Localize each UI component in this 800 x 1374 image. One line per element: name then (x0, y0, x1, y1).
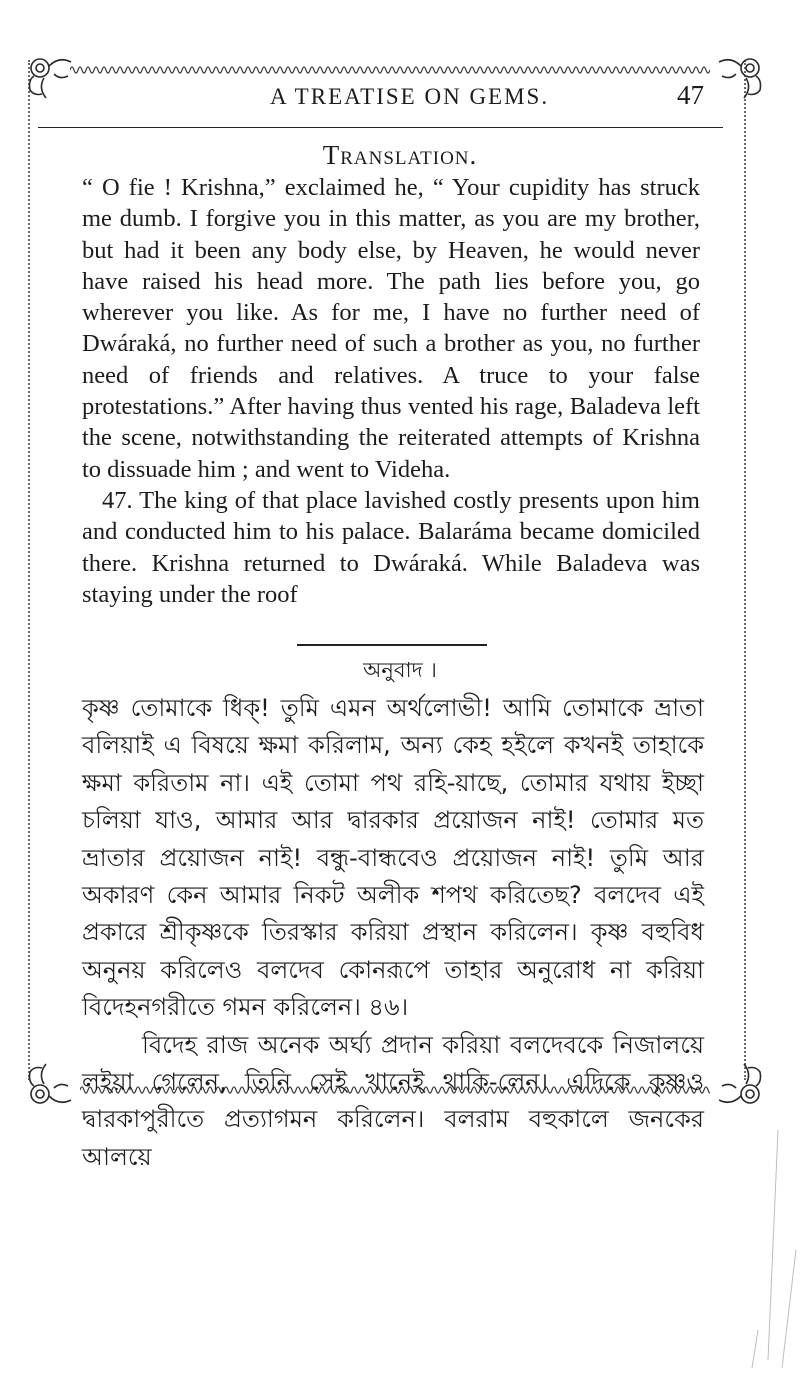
top-right-ornament-icon (714, 52, 766, 102)
english-translation (82, 172, 700, 610)
page-number: 47 (677, 80, 704, 110)
top-left-ornament-icon (24, 52, 76, 102)
section-divider (297, 644, 487, 646)
english-paragraph: 47. The king of that place lavished costly presents upon him and conducted him to his palace. Balaráma became domiciled there. Krishna returned to Dwáraká. While Baladeva was staying under the roof (82, 486, 700, 608)
bengali-heading: অনুবাদ । (363, 658, 437, 682)
english-paragraph: “ O fie ! Krishna,” exclaimed he, “ Your cupidity has struck me dumb. I forgive you in this matter, as you are my brother, but had it been any body else, by Heaven, he would never have raised his head more. The path lies before you, go wherever you like. As for me, I have no further need of Dwáraká, no further need of such a brother as you, no further need of friends and relatives. A truce to your false protestations.” After having thus vented his rage, Baladeva left the scene, notwithstanding the reiterated attempts of Krishna to dissuade him ; and went to Videha. (82, 174, 700, 483)
gutter-pencil-mark (748, 1130, 800, 1370)
bengali-paragraph: কৃষ্ণ তোমাকে ধিক্‌! তুমি এমন অর্থলোভী! আমি তোমাকে ভ্রাতা বলিয়াই এ বিষয়ে ক্ষমা করিলাম, অন্য কেহ হইলে কখনই তাহাকে ক্ষমা করিতাম না। এই তোমা পথ রহি‑য়াছে, তোমার যথায় ইচ্ছা চলিয়া যাও, আমার আর দ্বারকার প্রয়োজন নাই! তোমার মত ভ্রাতার প্রয়োজন নাই! বন্ধু‑বান্ধবেও প্রয়োজন নাই! তুমি আর অকারণ কেন আমার নিকট অলীক শপথ করিতেছ? বলদেব এই প্রকারে শ্রীকৃষ্ণকে তিরস্কার করিয়া প্রস্থান করিলেন। কৃষ্ণ বহুবিধ অনুনয় করিলেও বলদেব কোনরূপে তাহার অনুরোধ না করিয়া বিদেহনগরীতে গমন করিলেন। ৪৬। (82, 694, 704, 1022)
top-wavy-border (70, 62, 710, 78)
bottom-left-ornament-icon (24, 1060, 76, 1110)
bottom-right-ornament-icon (714, 1060, 766, 1110)
bengali-text (82, 690, 704, 1176)
bengali-paragraph: বিদেহ রাজ অনেক অর্ঘ্য প্রদান করিয়া বলদেবকে নিজালয়ে লইয়া গেলেন, তিনি সেই খানেই থাকি‑লেন। এদিকে কৃষ্ণও দ্বারকাপুরীতে প্রত্যাগমন করিলেন। বলরাম বহুকালে জনকের আলয়ে (82, 1030, 704, 1171)
header-title: A TREATISE ON GEMS. (270, 84, 550, 109)
header-rule (38, 127, 723, 128)
running-header (70, 80, 710, 118)
section-heading: Translation. (322, 140, 478, 170)
